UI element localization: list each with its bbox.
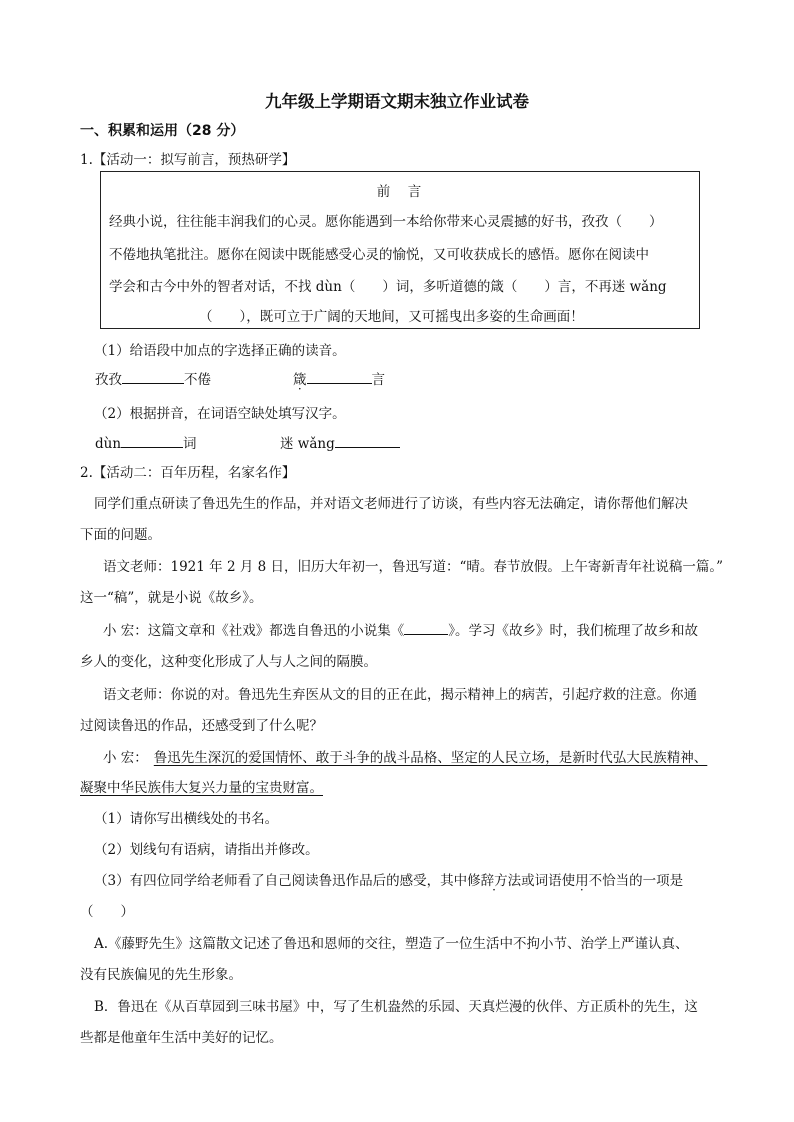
paragraph-line: 这一“稿”，就是小说《故乡》。 <box>80 590 263 606</box>
answer-blank[interactable] <box>404 620 448 635</box>
question-text: 或 <box>521 873 535 889</box>
q2-sub1: （1）请你写出横线处的书名。 <box>94 811 279 827</box>
answer-blank[interactable] <box>307 369 372 384</box>
option-a[interactable]: A.《藤野先生》这篇散文记述了鲁迅和恩师的交往，塑造了一位生活中不拘小节、治学上严谨认真、 <box>94 936 689 952</box>
dialogue-text: 》。学习《故乡》时，我们梳理了故乡和故 <box>448 623 699 639</box>
preface-title: 前 言 <box>376 184 424 200</box>
question-text: （3）有四位同学给老师看了自己阅读鲁迅作品后的感受，其中 <box>94 873 468 889</box>
paragraph-line <box>103 619 698 639</box>
option-a-continued: 没有民族偏见的先生形象。 <box>80 967 242 983</box>
question-1-label: 1.【活动一：拟写前言，预热研学】 <box>80 152 296 168</box>
answer-suffix: 言 <box>371 372 385 388</box>
paragraph-line: 同学们重点研读了鲁迅先生的作品，并对语文老师进行了访谈，有些内容无法确定，请你帮他们解决 <box>94 496 688 512</box>
answer-prefix: 迷 wǎng <box>280 436 335 452</box>
option-b[interactable]: B．鲁迅在《从百草园到三味书屋》中，写了生机盎然的乐园、天真烂漫的伙伴、方正质朴的先生，这 <box>94 999 698 1015</box>
question-text: 的一项是 <box>629 873 684 889</box>
underlined-sentence: 鲁迅先生深沉的爱国情怀、敢于斗争的战斗品格、坚定的人民立场，是新时代弘大民族精神、 <box>153 750 708 766</box>
answer-suffix: 不倦 <box>184 372 211 388</box>
q1-sub2: （2）根据拼音，在词语空缺处填写汉字。 <box>94 406 346 422</box>
paragraph-line: 过阅读鲁迅的作品，还感受到了什么呢？ <box>80 718 323 734</box>
q1-sub2-answer-b <box>280 432 400 452</box>
page-title: 九年级上学期语文期末独立作业试卷 <box>265 92 529 111</box>
preface-line: 不倦地执笔批注。愿你在阅读中既能感受心灵的愉悦，又可收获成长的感悟。愿你在阅读中 <box>109 247 649 263</box>
answer-blank[interactable] <box>121 433 183 448</box>
dotted-text: 词语使用不恰当 · <box>535 873 630 889</box>
answer-paren[interactable]: （ ） <box>80 904 134 920</box>
question-2-label: 2.【活动二：百年历程，名家名作】 <box>80 465 296 481</box>
option-b-continued: 些都是他童年生活中美好的记忆。 <box>80 1030 283 1046</box>
preface-line: （ ），既可立于广阔的天地间，又可摇曳出多姿的生命画面！ <box>199 309 584 325</box>
answer-prefix: dùn <box>95 436 122 452</box>
q1-sub1-answer-a <box>95 368 211 388</box>
section-heading: 一、积累和运用（28 分） <box>80 123 245 139</box>
preface-box <box>100 171 700 329</box>
paragraph-line: 语文老师：你说的对。鲁迅先生弃医从文的目的正在此，揭示精神上的病苦，引起疗救的注意。你通 <box>103 687 697 703</box>
paragraph-line: 下面的问题。 <box>80 527 161 543</box>
q2-sub2: （2）划线句有语病，请指出并修改。 <box>94 842 319 858</box>
dotted-char: 箴 <box>293 372 307 388</box>
answer-prefix: 孜孜 <box>95 372 122 388</box>
dialogue-text: 小 宏：这篇文章和《社戏》都选自鲁迅的小说集《 <box>103 623 405 639</box>
paragraph-line: 语文老师：1921 年 2 月 8 日，旧历大年初一，鲁迅写道：“晴。春节放假。上午寄新青年社说稿一篇。” <box>103 559 724 575</box>
q1-sub1: （1）给语段中加点的字选择正确的读音。 <box>94 343 346 359</box>
paragraph-line <box>80 776 323 796</box>
answer-suffix: 词 <box>183 436 197 452</box>
answer-blank[interactable] <box>122 369 184 384</box>
preface-line: 经典小说，往往能丰润我们的心灵。愿你能遇到一本给你带来心灵震撼的好书，孜孜（ ） <box>109 214 663 230</box>
paragraph-line: 乡人的变化，这种变化形成了人与人之间的隔膜。 <box>80 654 377 670</box>
paragraph-line <box>103 746 707 766</box>
q1-sub2-answer-a <box>95 432 197 452</box>
underlined-sentence: 凝聚中华民族伟大复兴力量的宝贵财富。 <box>80 780 323 796</box>
dotted-text: 修辞方法 <box>467 873 522 889</box>
dialogue-text: 小 宏： <box>103 750 148 766</box>
answer-blank[interactable] <box>335 433 400 448</box>
preface-line: 学会和古今中外的智者对话，不找 dùn（ ）词，多听道德的箴（ ）言，不再迷 wǎng <box>109 279 667 295</box>
q1-sub1-answer-b <box>293 368 385 388</box>
q2-sub3 <box>94 869 683 889</box>
